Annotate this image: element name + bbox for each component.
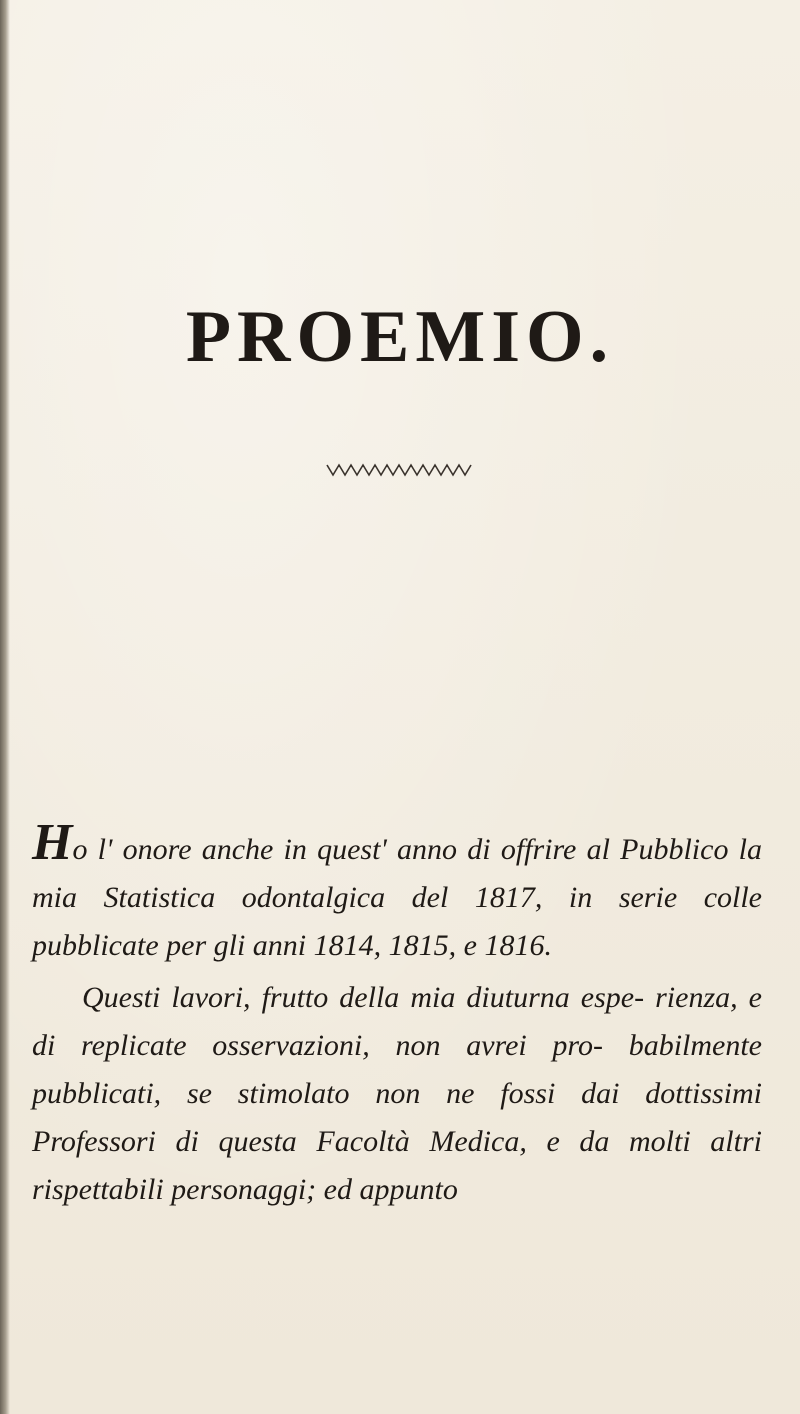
ornament-icon — [325, 463, 475, 477]
book-spine-shadow — [0, 0, 10, 1414]
page-title: PROEMIO. — [185, 296, 615, 378]
drop-cap: H — [32, 814, 73, 871]
body-text — [32, 814, 762, 1214]
paragraph-1-text: o l' onore anche in quest' anno di offrire al Pubblico la mia Statistica odontalgica del 1817, in serie colle pubblicate per gli anni 1814, 1815, e 1816. — [32, 833, 762, 962]
paragraph-2: Questi lavori, frutto della mia diuturna espe- rienza, e di replicate osservazioni, non avrei pro- babilmente pubblicati, se stimolato non ne fossi dai dottissimi Professori di questa Facoltà Medica, e da molti altri rispettabili personaggi; ed appunto — [32, 981, 762, 1206]
decorative-rule — [0, 463, 800, 480]
paragraph-1 — [32, 814, 762, 970]
